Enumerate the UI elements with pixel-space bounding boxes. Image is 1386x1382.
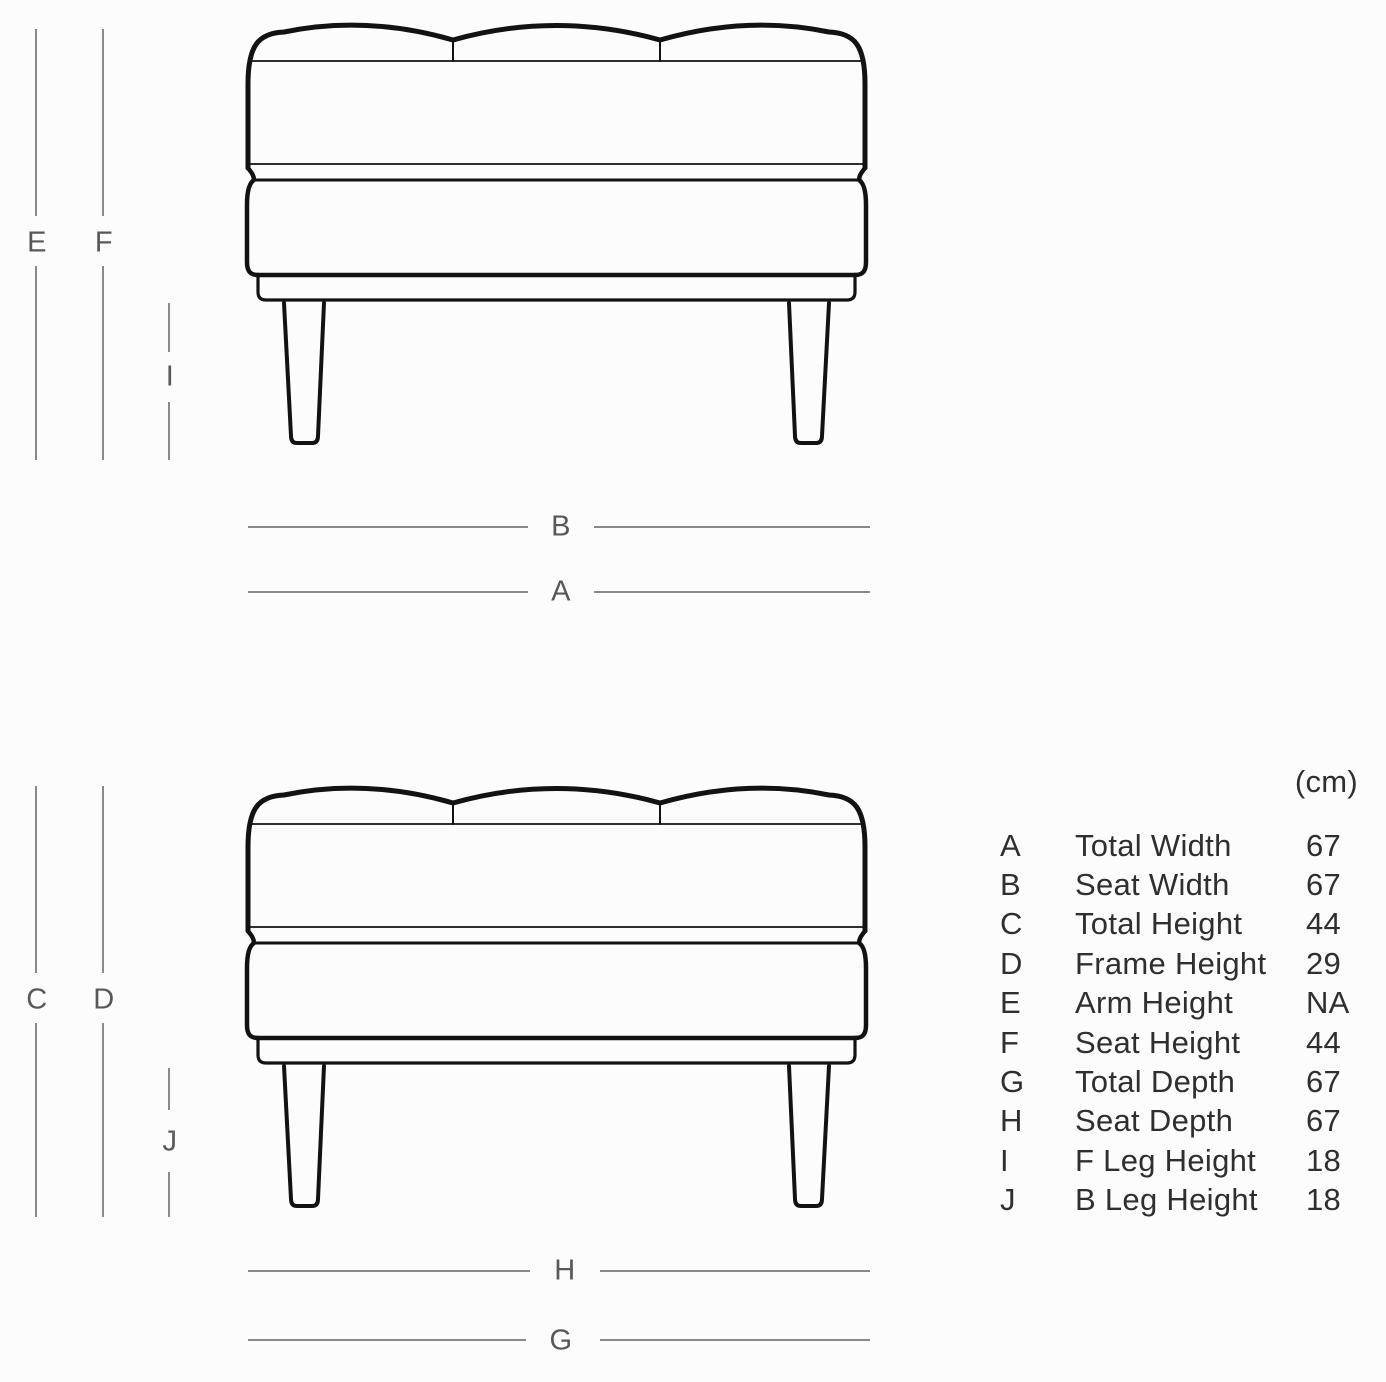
legend-name: Seat Height	[1075, 1024, 1241, 1060]
dim-b-line-left	[248, 526, 528, 528]
legend-unit-header: (cm)	[1294, 764, 1358, 799]
legend-value: 18	[1306, 1182, 1342, 1218]
legend-value: 67	[1306, 1103, 1342, 1139]
dim-label-g: G	[549, 1324, 573, 1357]
dim-label-j: J	[162, 1125, 178, 1158]
legend-letter: I	[1000, 1142, 1009, 1178]
dim-g-line-left	[248, 1339, 526, 1341]
legend-letter: C	[1000, 906, 1023, 942]
legend-letter: E	[1000, 985, 1021, 1021]
legend-name: B Leg Height	[1075, 1182, 1258, 1218]
legend-row-a	[1000, 826, 1372, 865]
legend-name: Seat Depth	[1075, 1103, 1234, 1139]
legend-name: F Leg Height	[1075, 1142, 1257, 1178]
dim-a-line-left	[248, 591, 528, 593]
legend-letter: G	[1000, 1064, 1025, 1100]
legend-value: NA	[1306, 985, 1350, 1021]
legend-letter: A	[1000, 827, 1021, 863]
dim-label-e: E	[27, 226, 47, 259]
legend-row-g	[1000, 1062, 1372, 1101]
legend-value: 67	[1306, 1064, 1342, 1100]
dim-h-line-right	[600, 1270, 870, 1272]
legend-row-i	[1000, 1141, 1372, 1180]
legend-value: 29	[1306, 945, 1342, 981]
dim-d-line-upper	[102, 786, 104, 973]
dim-e-line-lower	[35, 266, 37, 460]
legend-letter: H	[1000, 1103, 1023, 1139]
dim-h-line-left	[248, 1270, 530, 1272]
legend-value: 67	[1306, 867, 1342, 903]
dim-c-line-lower	[35, 1023, 37, 1217]
dim-f-line-lower	[102, 266, 104, 460]
legend-letter: J	[1000, 1182, 1016, 1218]
legend-row-j	[1000, 1181, 1372, 1220]
legend-value: 44	[1306, 1024, 1342, 1060]
legend-letter: D	[1000, 945, 1023, 981]
legend-name: Total Height	[1075, 906, 1243, 942]
dim-i-line-upper	[168, 303, 170, 352]
legend-name: Total Depth	[1075, 1064, 1236, 1100]
dim-label-d: D	[93, 983, 115, 1016]
legend-row-e	[1000, 984, 1372, 1023]
legend-name: Frame Height	[1075, 945, 1267, 981]
dim-label-a: A	[551, 575, 571, 608]
ottoman-front-drawing	[244, 22, 874, 452]
dim-a-line-right	[594, 591, 870, 593]
legend-name: Total Width	[1075, 827, 1232, 863]
dim-c-line-upper	[35, 786, 37, 973]
dim-j-line-lower	[168, 1172, 170, 1217]
dim-f-line-upper	[102, 29, 104, 216]
dim-j-line-upper	[168, 1068, 170, 1110]
ottoman-side-drawing	[244, 785, 874, 1215]
legend-name: Arm Height	[1075, 985, 1234, 1021]
dim-e-line-upper	[35, 29, 37, 216]
legend-value: 44	[1306, 906, 1342, 942]
legend-letter: F	[1000, 1024, 1020, 1060]
legend-row-c	[1000, 905, 1372, 944]
dim-g-line-right	[600, 1339, 870, 1341]
legend-value: 67	[1306, 827, 1342, 863]
dim-label-c: C	[26, 983, 48, 1016]
legend-table	[1000, 826, 1372, 1220]
legend-row-f	[1000, 1023, 1372, 1062]
dim-label-f: F	[94, 226, 114, 259]
dim-i-line-lower	[168, 402, 170, 460]
dim-label-b: B	[551, 510, 571, 543]
legend-name: Seat Width	[1075, 867, 1230, 903]
dim-b-line-right	[594, 526, 870, 528]
legend-row-d	[1000, 944, 1372, 983]
legend-value: 18	[1306, 1142, 1342, 1178]
legend-letter: B	[1000, 867, 1021, 903]
legend-row-b	[1000, 865, 1372, 904]
dim-label-i: I	[165, 360, 175, 393]
legend-row-h	[1000, 1102, 1372, 1141]
dim-label-h: H	[554, 1254, 576, 1287]
dim-d-line-lower	[102, 1023, 104, 1217]
